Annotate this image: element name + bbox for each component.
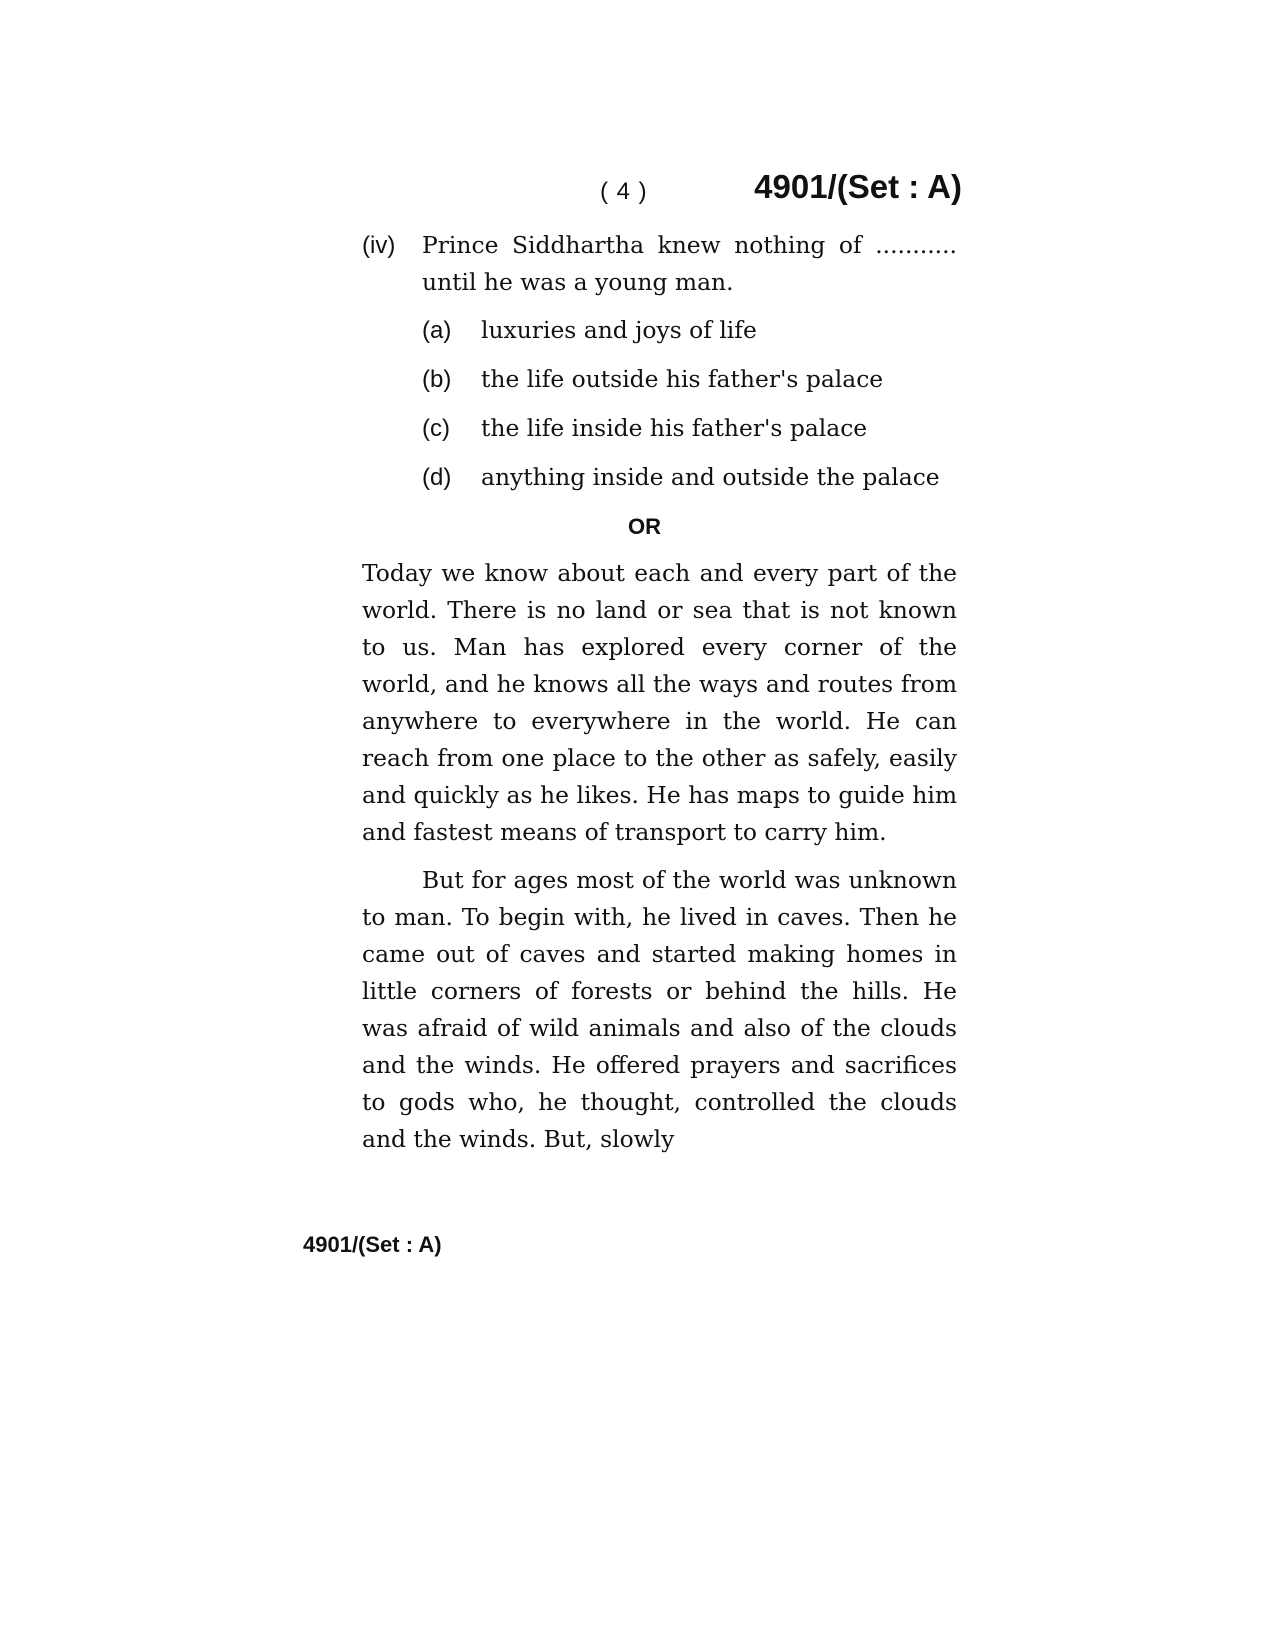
option-text: anything inside and outside the palace: [481, 463, 940, 491]
footer-paper-code: 4901/(Set : A): [303, 1232, 442, 1257]
option-label: (a): [422, 317, 452, 344]
option-text: the life outside his father's palace: [481, 365, 884, 393]
header-paper-code: 4901/(Set : A): [754, 168, 962, 205]
page-number: ( 4 ): [600, 178, 648, 205]
page-content: [362, 227, 957, 1158]
question-number: (iv): [362, 232, 396, 259]
option-label: (d): [422, 464, 452, 491]
option-a: [422, 312, 957, 349]
option-label: (b): [422, 366, 452, 393]
passage-paragraph: Today we know about each and every part of the world. There is no land or sea that is not known to us. Man has explored every corner of the world, and he knows all the ways and routes from anywhere to everywhere in the world. He can reach from one place to the other as safely, easily and quickly as he likes. He has maps to guide him and fastest means of transport to carry him.: [362, 559, 957, 846]
option-c: [422, 410, 957, 447]
option-text: the life inside his father's palace: [481, 414, 868, 442]
option-label: (c): [422, 415, 450, 442]
or-separator: OR: [628, 514, 661, 539]
question-text: Prince Siddhartha knew nothing of ........... until he was a young man.: [422, 231, 957, 296]
question-iv: [362, 227, 957, 301]
option-b: [422, 361, 957, 398]
options-list: [362, 312, 957, 496]
option-d: [422, 459, 957, 496]
option-text: luxuries and joys of life: [481, 316, 757, 344]
passage-paragraph: But for ages most of the world was unknown to man. To begin with, he lived in caves. Then he came out of caves and started making homes in little corners of forests or behind the hills. He was afraid of wild animals and also of the clouds and the winds. He offered prayers and sacrifices to gods who, he thought, controlled the clouds and the winds. But, slowly: [362, 866, 957, 1153]
